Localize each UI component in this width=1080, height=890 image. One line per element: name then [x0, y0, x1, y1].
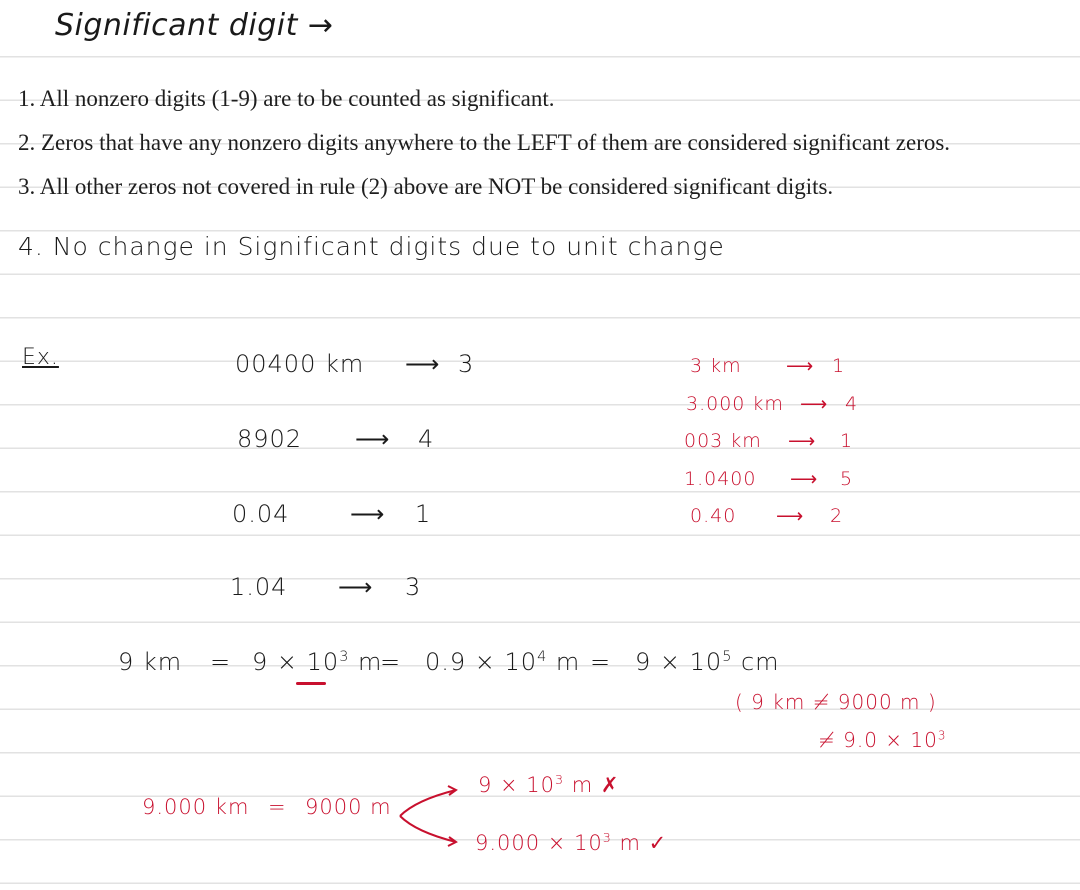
left-example-value: 1.04	[230, 573, 288, 601]
arrow-icon: ⟶	[405, 350, 441, 378]
rule-4: 4. No change in Significant digits due to unit change	[18, 232, 725, 261]
conversion-m-1e3: $9 \times 10^3$ m	[252, 648, 383, 676]
conversion-m-1e4: $0.9 \times 10^4$ m	[425, 648, 581, 676]
left-example-value: 8902	[237, 425, 303, 453]
rule-1: 1. All nonzero digits (1-9) are to be counted as significant.	[18, 86, 555, 111]
page-title: Significant digit →	[55, 8, 334, 43]
right-example-count: 5	[840, 468, 854, 490]
check-icon: ✓	[648, 831, 668, 855]
right-example-count: 1	[832, 355, 846, 377]
correct-option: $9.000 \times 10^3$ m ✓	[475, 830, 668, 855]
wrong-option: $9 \times 10^3$ m ✗	[478, 772, 620, 797]
left-example-value: 00400 km	[235, 350, 365, 378]
arrow-icon: ⟶	[338, 573, 374, 601]
highlight-underline	[296, 682, 326, 685]
right-example-value: 1.0400	[684, 468, 757, 490]
left-example-count: 3	[458, 350, 475, 378]
equals-sign: =	[590, 648, 612, 676]
bottom-m: 9000 m	[305, 795, 392, 819]
arrow-icon: ⟶	[800, 393, 829, 415]
right-example-value: 3 km	[690, 355, 742, 377]
branch-arrows-icon	[398, 780, 460, 850]
cross-icon: ✗	[600, 773, 620, 797]
arrow-icon: ⟶	[788, 430, 817, 452]
equals-sign: =	[210, 648, 232, 676]
note-line-2: ≠ $9.0 \times 10^3$	[818, 728, 947, 752]
conversion-km: 9 km	[118, 648, 183, 676]
left-example-value: 0.04	[232, 500, 290, 528]
right-example-count: 2	[830, 505, 844, 527]
equals-sign: =	[380, 648, 402, 676]
arrow-icon: ⟶	[776, 505, 805, 527]
left-example-count: 1	[415, 500, 432, 528]
rule-2: 2. Zeros that have any nonzero digits anywhere to the LEFT of them are considered significant zeros.	[18, 130, 951, 155]
bottom-km: 9.000 km	[142, 795, 250, 819]
arrow-icon: ⟶	[355, 425, 391, 453]
rule-3: 3. All other zeros not covered in rule (2) above are NOT be considered significant digits.	[18, 174, 834, 199]
right-example-count: 1	[840, 430, 854, 452]
arrow-icon: ⟶	[790, 468, 819, 490]
conversion-cm-1e5: $9 \times 10^5$ cm	[635, 648, 780, 676]
equals-sign: =	[268, 795, 287, 819]
left-example-count: 4	[418, 425, 435, 453]
arrow-icon: ⟶	[786, 355, 815, 377]
right-example-value: 0.40	[690, 505, 737, 527]
example-label: Ex.	[22, 345, 59, 370]
note-line-1: ( 9 km ≠ 9000 m )	[735, 690, 937, 714]
arrow-icon: ⟶	[350, 500, 386, 528]
right-example-value: 3.000 km	[686, 393, 784, 415]
right-example-value: 003 km	[684, 430, 762, 452]
left-example-count: 3	[405, 573, 422, 601]
right-example-count: 4	[845, 393, 859, 415]
